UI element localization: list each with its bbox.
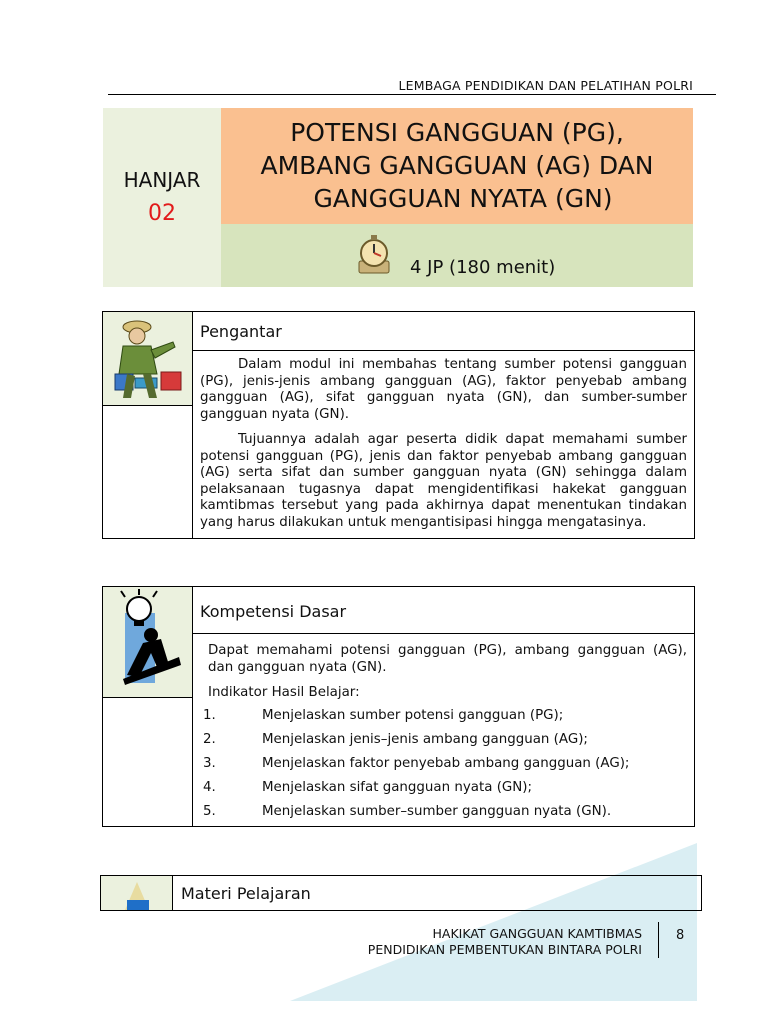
hanjar-number: 02	[148, 201, 176, 226]
pengantar-heading: Pengantar	[200, 322, 282, 341]
indicator-text: Menjelaskan jenis–jenis ambang gangguan (AG);	[262, 732, 588, 747]
footer-divider	[658, 922, 659, 958]
module-title	[221, 116, 693, 215]
materi-heading: Materi Pelajaran	[181, 884, 311, 903]
footer-module-title: HAKIKAT GANGGUAN KAMTIBMAS	[432, 926, 642, 941]
pengantar-paragraph-2: Tujuannya adalah agar peserta didik dapat memahami sumber potensi gangguan (PG), jenis dan faktor penyebab ambang gangguan (AG) serta sifat dan sumber gangguan nyata (GN) sehingga dalam pelaksanaan tugasnya dapat mengidentifikasi hakekat gangguan kamtibmas tersebut yang pada akhirnya dapat menentukan tindakan yang harus dilakukan untuk mengantisipasi hingga mengatasinya.	[200, 432, 687, 530]
title-line-2: AMBANG GANGGUAN (AG) DAN	[260, 151, 654, 180]
institution-header: LEMBAGA PENDIDIKAN DAN PELATIHAN POLRI	[398, 78, 693, 93]
kompetensi-heading: Kompetensi Dasar	[200, 602, 347, 621]
indicator-text: Menjelaskan sifat gangguan nyata (GN);	[262, 780, 533, 795]
indicator-item-5	[203, 804, 683, 822]
indicator-text: Menjelaskan sumber potensi gangguan (PG);	[262, 708, 564, 723]
pengantar-box	[102, 311, 695, 539]
indicator-item-3	[203, 756, 683, 774]
kompetensi-heading-rule	[192, 633, 694, 634]
indicator-item-1	[203, 708, 683, 726]
indicator-item-4	[203, 780, 683, 798]
title-line-3: GANGGUAN NYATA (GN)	[313, 184, 613, 213]
page-number: 8	[676, 928, 685, 943]
traveler-icon	[103, 312, 192, 405]
pengantar-heading-rule	[192, 350, 694, 351]
indicator-heading: Indikator Hasil Belajar:	[208, 685, 360, 700]
pengantar-icon-cell	[103, 312, 192, 406]
materi-sidebar	[101, 876, 173, 910]
footer-program-title: PENDIDIKAN PEMBENTUKAN BINTARA POLRI	[367, 942, 642, 957]
indicator-number: 2.	[203, 732, 216, 747]
pengantar-paragraph-1: Dalam modul ini membahas tentang sumber potensi gangguan (PG), jenis-jenis ambang gangguan (AG), faktor penyebab ambang gangguan (AG), sifat gangguan nyata (GN), dan sumber-sumber gangguan nyata (GN).	[200, 357, 687, 422]
indicator-number: 5.	[203, 804, 216, 819]
header-divider	[108, 94, 716, 95]
title-line-1: POTENSI GANGGUAN (PG),	[290, 118, 624, 147]
duration-text: 4 JP (180 menit)	[410, 257, 556, 278]
indicator-number: 4.	[203, 780, 216, 795]
indicator-number: 1.	[203, 708, 216, 723]
hanjar-panel	[103, 108, 221, 287]
kompetensi-intro: Dapat memahami potensi gangguan (PG), ambang gangguan (AG), dan gangguan nyata (GN).	[208, 643, 687, 675]
kompetensi-icon-cell	[103, 587, 192, 698]
indicator-number: 3.	[203, 756, 216, 771]
stopwatch-icon	[355, 231, 393, 275]
hanjar-label: HANJAR	[123, 168, 201, 192]
indicator-text: Menjelaskan faktor penyebab ambang gangguan (AG);	[262, 756, 630, 771]
indicator-text: Menjelaskan sumber–sumber gangguan nyata (GN).	[262, 804, 612, 819]
indicator-item-2	[203, 732, 683, 750]
lightbulb-climber-icon	[103, 587, 192, 697]
book-stack-icon	[101, 876, 172, 910]
materi-box	[100, 875, 702, 911]
kompetensi-box	[102, 586, 695, 827]
